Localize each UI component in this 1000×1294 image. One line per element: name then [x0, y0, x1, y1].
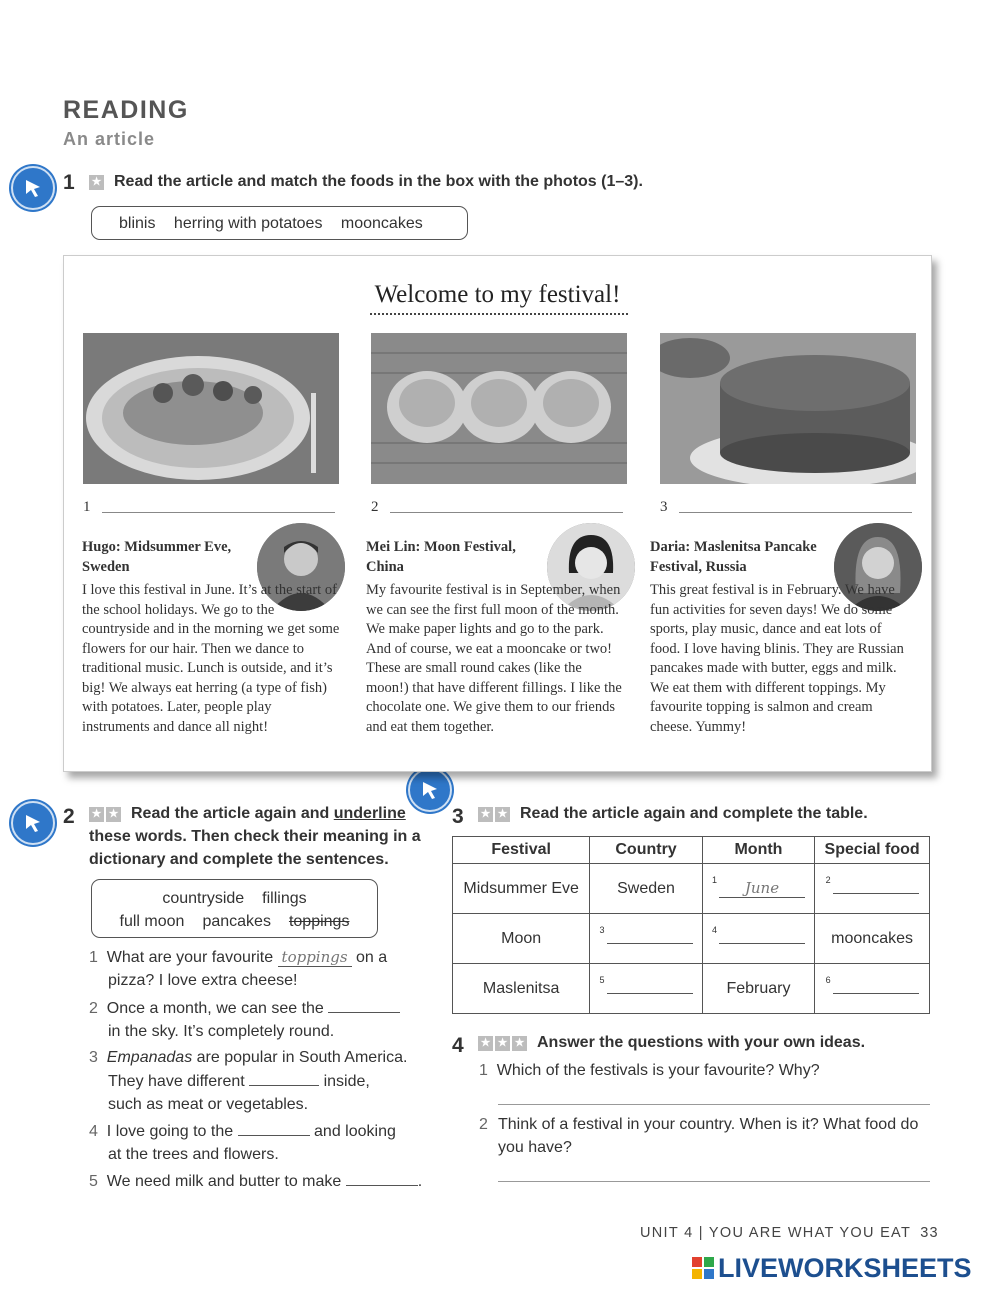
word-item: mooncakes [340, 215, 423, 232]
cell-food: mooncakes [815, 914, 930, 964]
header-month: Month [702, 837, 814, 864]
question-text: Which of the festivals is your favourite? Why? [496, 1062, 820, 1079]
difficulty-star-icon: ★ [89, 170, 106, 193]
answer-example: toppings [278, 948, 352, 967]
blank-number: 4 [711, 924, 717, 935]
cursor-arrow-icon [419, 779, 441, 801]
sentence-text: We need milk and butter to make [106, 1173, 342, 1190]
festival-name: Maslenitsa Pancake Festival, Russia [650, 539, 817, 575]
exercise-1-instruction [89, 170, 643, 193]
exercise-2-text-b: these words. Then check their meaning in a dictionary and complete the sentences. [89, 828, 421, 869]
photo-label-2: 2 [371, 499, 379, 515]
photo-herring [83, 333, 339, 484]
sentence-text: are popular in South America. [196, 1049, 408, 1066]
table-row [453, 914, 930, 964]
header-festival: Festival [453, 837, 590, 864]
sentence-text: and looking [314, 1123, 396, 1140]
photo-label-3: 3 [660, 499, 668, 515]
festival-table [452, 836, 930, 1014]
difficulty-star-icon: ★ ★ [478, 802, 512, 825]
answer-blank[interactable] [328, 996, 400, 1013]
photo-answer-line-1[interactable] [102, 512, 335, 513]
title-underline [370, 313, 628, 315]
exercise-2-instruction [89, 802, 429, 871]
cell-country[interactable] [590, 964, 702, 1014]
answer-blank[interactable] [607, 979, 693, 994]
sentence-number: 3 [89, 1049, 98, 1066]
question-1 [479, 1059, 919, 1082]
unit-title: UNIT 4 | YOU ARE WHAT YOU EAT [640, 1225, 911, 1241]
photo-answer-line-3[interactable] [679, 512, 912, 513]
word-item: pancakes [202, 913, 271, 930]
article-column-daria [650, 538, 908, 737]
answer-blank[interactable] [719, 929, 805, 944]
sentence-text: Once a month, we can see the [106, 1000, 324, 1017]
sentence-number: 2 [89, 1000, 98, 1017]
liveworksheets-logo-text: LIVEWORKSHEETS [718, 1253, 972, 1283]
sentence-text: on a [356, 949, 388, 966]
cell-month[interactable] [702, 914, 814, 964]
cell-food[interactable] [815, 864, 930, 914]
difficulty-star-icon: ★ ★ [89, 802, 123, 825]
sentence-text: pizza? I love extra cheese! [108, 972, 298, 989]
answer-example: June [719, 879, 805, 898]
exercise-2-text-a: Read the article again and [131, 805, 330, 822]
table-header-row [453, 837, 930, 864]
sentence-2 [89, 996, 434, 1043]
exercise-1-text: Read the article and match the foods in the box with the photos (1–3). [114, 173, 643, 190]
exercise-3-instruction [478, 802, 868, 825]
section-subtitle: An article [63, 129, 156, 149]
answer-blank[interactable] [833, 879, 919, 894]
blank-number: 5 [599, 974, 605, 985]
sentence-number: 1 [89, 949, 98, 966]
cursor-arrow-icon [22, 177, 44, 199]
sentence-number: 4 [89, 1123, 98, 1140]
difficulty-star-icon: ★ ★ ★ [478, 1031, 529, 1054]
exercise-3-number: 3 [452, 805, 464, 828]
exercise-4-text: Answer the questions with your own ideas. [537, 1034, 866, 1051]
word-item: full moon [119, 913, 185, 930]
sentence-text: I love going to the [106, 1123, 234, 1140]
sentence-text: . [417, 1173, 423, 1190]
blank-number: 3 [599, 924, 605, 935]
sentence-text: at the trees and flowers. [108, 1146, 279, 1163]
word-item: blinis [119, 215, 156, 232]
photo-mooncakes [371, 333, 627, 484]
cell-country[interactable] [590, 914, 702, 964]
page-number: 33 [920, 1225, 939, 1241]
question-number: 2 [479, 1116, 488, 1133]
header-special-food: Special food [815, 837, 930, 864]
exercise-2-number: 2 [63, 805, 75, 828]
table-row [453, 964, 930, 1014]
word-box-2 [91, 879, 378, 938]
liveworksheets-logo-icon [692, 1257, 714, 1279]
exercise-2-text-underline: underline [333, 805, 406, 822]
answer-blank[interactable] [833, 979, 919, 994]
author-name: Mei Lin: [366, 539, 421, 555]
sentence-1 [89, 946, 434, 992]
sentence-text: What are your favourite [106, 949, 274, 966]
author-name: Hugo: [82, 539, 121, 555]
photo-answer-line-2[interactable] [390, 512, 623, 513]
cell-festival: Maslenitsa [453, 964, 590, 1014]
answer-blank[interactable] [238, 1119, 310, 1136]
cursor-button-ex2[interactable] [11, 801, 55, 845]
answer-blank[interactable] [249, 1069, 319, 1086]
header-country: Country [590, 837, 702, 864]
sentence-3 [89, 1046, 434, 1116]
exercise-4-number: 4 [452, 1034, 464, 1057]
table-row [453, 864, 930, 914]
sentence-text: inside, [323, 1073, 370, 1090]
article-text: This great festival is in February. We have fun activities for seven days! We do some sports, play music, dance and eat lots of food. I love having blinis. They are Russian pancakes made with butter, eggs and milk. We eat them with different toppings. My favourite topping is salmon and cream cheese. Yummy! [650, 582, 904, 735]
cell-country: Sweden [590, 864, 702, 914]
photo-label-1: 1 [83, 499, 91, 515]
blank-number: 2 [825, 874, 831, 885]
word-item: countryside [162, 890, 245, 907]
festival-name: Midsummer Eve, Sweden [82, 539, 232, 575]
sentence-text-italic: Empanadas [106, 1049, 193, 1066]
blank-number: 6 [825, 974, 831, 985]
cell-festival: Moon [453, 914, 590, 964]
cursor-arrow-icon [22, 812, 44, 834]
section-title: READING [63, 96, 189, 124]
sentence-4 [89, 1119, 434, 1166]
exercise-4-instruction [478, 1031, 865, 1054]
answer-line-1[interactable] [498, 1104, 930, 1105]
word-item: fillings [262, 890, 307, 907]
sentence-number: 5 [89, 1173, 98, 1190]
article-column-hugo [82, 538, 340, 737]
article-title: Welcome to my festival! [374, 281, 621, 308]
word-box-1 [91, 206, 468, 240]
article-text: My favourite festival is in September, when we can see the first full moon of the month. We make paper lights and go to the park. And of course, we eat a mooncake or two! These are small round cakes (like the moon!) that have different fillings. I like the chocolate one. We give them to our friends and eat them together. [366, 582, 622, 735]
author-name: Daria: [650, 539, 691, 555]
sentence-text: such as meat or vegetables. [108, 1096, 309, 1113]
word-item: herring with potatoes [173, 215, 323, 232]
cursor-button-ex1[interactable] [11, 166, 55, 210]
blank-number: 1 [711, 875, 717, 885]
answer-line-2[interactable] [498, 1181, 930, 1182]
sentence-text: They have different [108, 1073, 245, 1090]
page-footer [640, 1225, 939, 1241]
article-column-mei-lin [366, 538, 624, 737]
photo-blinis [660, 333, 916, 484]
exercise-3-text: Read the article again and complete the table. [520, 805, 868, 822]
cell-food[interactable] [815, 964, 930, 1014]
article-panel [63, 255, 932, 772]
answer-blank[interactable] [607, 929, 693, 944]
article-text: I love this festival in June. It’s at the start of the school holidays. We go to the countryside and in the morning we get some flowers for our hair. Then we dance to traditional music. Lunch is outside, and it’s big! We always eat herring (a type of fish) with potatoes. Later, people play instruments and dance all night! [82, 582, 340, 735]
sentence-text: in the sky. It’s completely round. [108, 1023, 335, 1040]
cell-month: February [702, 964, 814, 1014]
exercise-1-number: 1 [63, 171, 75, 194]
question-2 [479, 1113, 919, 1159]
sentence-5 [89, 1169, 434, 1193]
question-text: Think of a festival in your country. When is it? What food do you have? [498, 1116, 919, 1156]
word-item-struck: toppings [288, 913, 350, 930]
cell-month [702, 864, 814, 914]
answer-blank[interactable] [346, 1169, 418, 1186]
cell-festival: Midsummer Eve [453, 864, 590, 914]
festival-name: Moon Festival, China [366, 539, 516, 575]
question-number: 1 [479, 1062, 488, 1079]
